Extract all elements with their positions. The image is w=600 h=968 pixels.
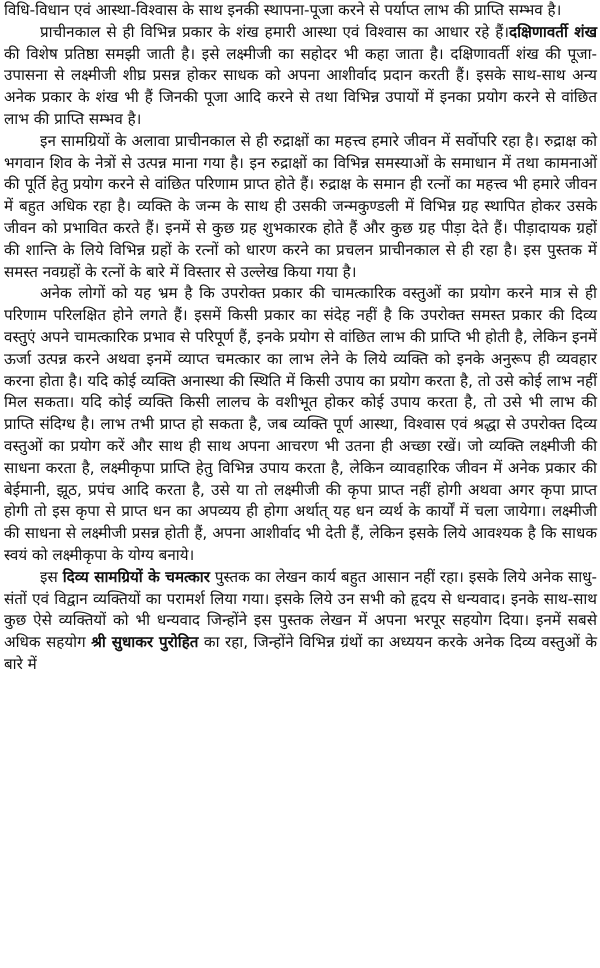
paragraph-text: इस: [40, 567, 63, 586]
paragraph-text: विधि-विधान एवं आस्था-विश्वास के साथ इनकी स्थापना-पूजा करने से पर्याप्त लाभ की प्राप्ति सम्भव है।: [4, 1, 562, 19]
paragraph-text: पुस्तक का लेखन कार्य बहुत आसान नहीं रहा। इसके लिये अनेक साधु-संतों एवं विद्वान व्यक्तियों का परामर्श लिया गया। इसके लिये उन सभी को हृदय से धन्यवाद। इनके साथ-साथ कुछ ऐसे व्यक्तियों को भी धन्यवाद जिन्होंने इस पुस्तक लेखन में अपना भरपूर सहयोग दिया। इनमें सबसे अधिक सहयोग: [4, 567, 597, 652]
paragraph-rudraksha-gems: [4, 131, 597, 284]
paragraph-intro-continuation: [4, 0, 597, 22]
bold-term-dakshinavarti-shankh: दक्षिणावर्ती शंख: [509, 22, 598, 41]
paragraph-faith-conduct: [4, 283, 597, 566]
paragraph-acknowledgements: [4, 567, 597, 676]
bold-book-title: दिव्य सामग्रियों के चमत्कार: [62, 567, 210, 586]
paragraph-text: का रहा, जिन्होंने विभिन्न ग्रंथों का अध्ययन करके अनेक दिव्य वस्तुओं के बारे में: [4, 633, 598, 673]
paragraph-text: की विशेष प्रतिष्ठा समझी जाती है। इसे लक्ष्मीजी का सहोदर भी कहा जाता है। दक्षिणावर्ती शंख की पूजा-उपासना से लक्ष्मीजी शीघ्र प्रसन्न होकर साधक को अपना आशीर्वाद प्रदान करती हैं। इसके साथ-साथ अन्य अनेक प्रकार के शंख भी हैं जिनकी पूजा आदि करने से तथा विभिन्न उपायों में इनका प्रयोग करने से वांछित लाभ की प्राप्ति सम्भव है।: [4, 44, 597, 128]
paragraph-text: इन सामग्रियों के अलावा प्राचीनकाल से ही रुद्राक्षों का महत्त्व हमारे जीवन में सर्वोपरि रहा है। रुद्राक्ष को भगवान शिव के नेत्रों से उत्पन्न माना गया है। इन रुद्राक्षों का विभिन्न समस्याओं के समाधान में तथा कामनाओं की पूर्ति हेतु प्रयोग करने से वांछित परिणाम प्राप्त होते हैं। रुद्राक्ष के समान ही रत्नों का महत्त्व भी हमारे जीवन में बहुत अधिक रहा है। व्यक्ति के जन्म के साथ ही उसकी जन्मकुण्डली में विभिन्न ग्रह स्थापित होकर उसके जीवन को प्रभावित करते हैं। इनमें से कुछ ग्रह शुभकारक होते हैं और कुछ ग्रह पीड़ा देते हैं। पीड़ादायक ग्रहों की शान्ति के लिये विभिन्न ग्रहों के रत्नों को धारण करने का प्रचलन प्राचीनकाल से ही रहा है। इस पुस्तक में समस्त नवग्रहों के रत्नों के बारे में विस्तार से उल्लेख किया गया है।: [4, 131, 597, 281]
paragraph-text: अनेक लोगों को यह भ्रम है कि उपरोक्त प्रकार की चामत्कारिक वस्तुओं का प्रयोग करने मात्र से ही परिणाम परिलक्षित होने लगते हैं। इसमें किसी प्रकार का संदेह नहीं है कि उपरोक्त समस्त प्रकार की दिव्य वस्तुएं अपने चामत्कारिक प्रभाव से परिपूर्ण हैं, इनके प्रयोग से वांछित लाभ की प्राप्ति भी होती है, लेकिन इनमें ऊर्जा उत्पन्न करने अथवा इनमें व्याप्त चमत्कार का लाभ लेने के लिये व्यक्ति को इनके अनुरूप ही व्यवहार करना होता है। यदि कोई व्यक्ति अनास्था की स्थिति में किसी उपाय का प्रयोग करता है, तो उसे कोई लाभ नहीं मिल सकता। यदि कोई व्यक्ति किसी लालच के वशीभूत होकर कोई उपाय करता है, तो उसे भी लाभ की प्राप्ति संदिग्ध है। लाभ तभी प्राप्त हो सकता है, जब व्यक्ति पूर्ण आस्था, विश्वास एवं श्रद्धा से उपरोक्त दिव्य वस्तुओं का प्रयोग करें और साथ ही साथ अपना आचरण भी उतना ही अच्छा रखें। जो व्यक्ति लक्ष्मीजी की साधना करता है, लक्ष्मीकृपा प्राप्ति हेतु विभिन्न उपाय करता है, लेकिन व्यावहारिक जीवन में अनेक प्रकार की बेईमानी, झूठ, प्रपंच आदि करता है, उसे या तो लक्ष्मीजी की कृपा प्राप्त नहीं होगी अथवा अगर कृपा प्राप्त होगी तो इस कृपा से प्राप्त धन का अपव्यय ही होगा अर्थात् यह धन व्यर्थ के कार्यों में चला जायेगा। लक्ष्मीजी की साधना से लक्ष्मीजी प्रसन्न होती हैं, अपना आशीर्वाद भी देती हैं, लेकिन इसके लिये आवश्यक है कि साधक स्वयं को लक्ष्मीकृपा के योग्य बनाये।: [4, 284, 597, 564]
paragraph-text: प्राचीनकाल से ही विभिन्न प्रकार के शंख हमारी आस्था एवं विश्वास का आधार रहे हैं।: [40, 22, 510, 41]
bold-contributor-name: श्री सुधाकर पुरोहित: [91, 633, 199, 652]
paragraph-conch-shells: [4, 22, 597, 131]
